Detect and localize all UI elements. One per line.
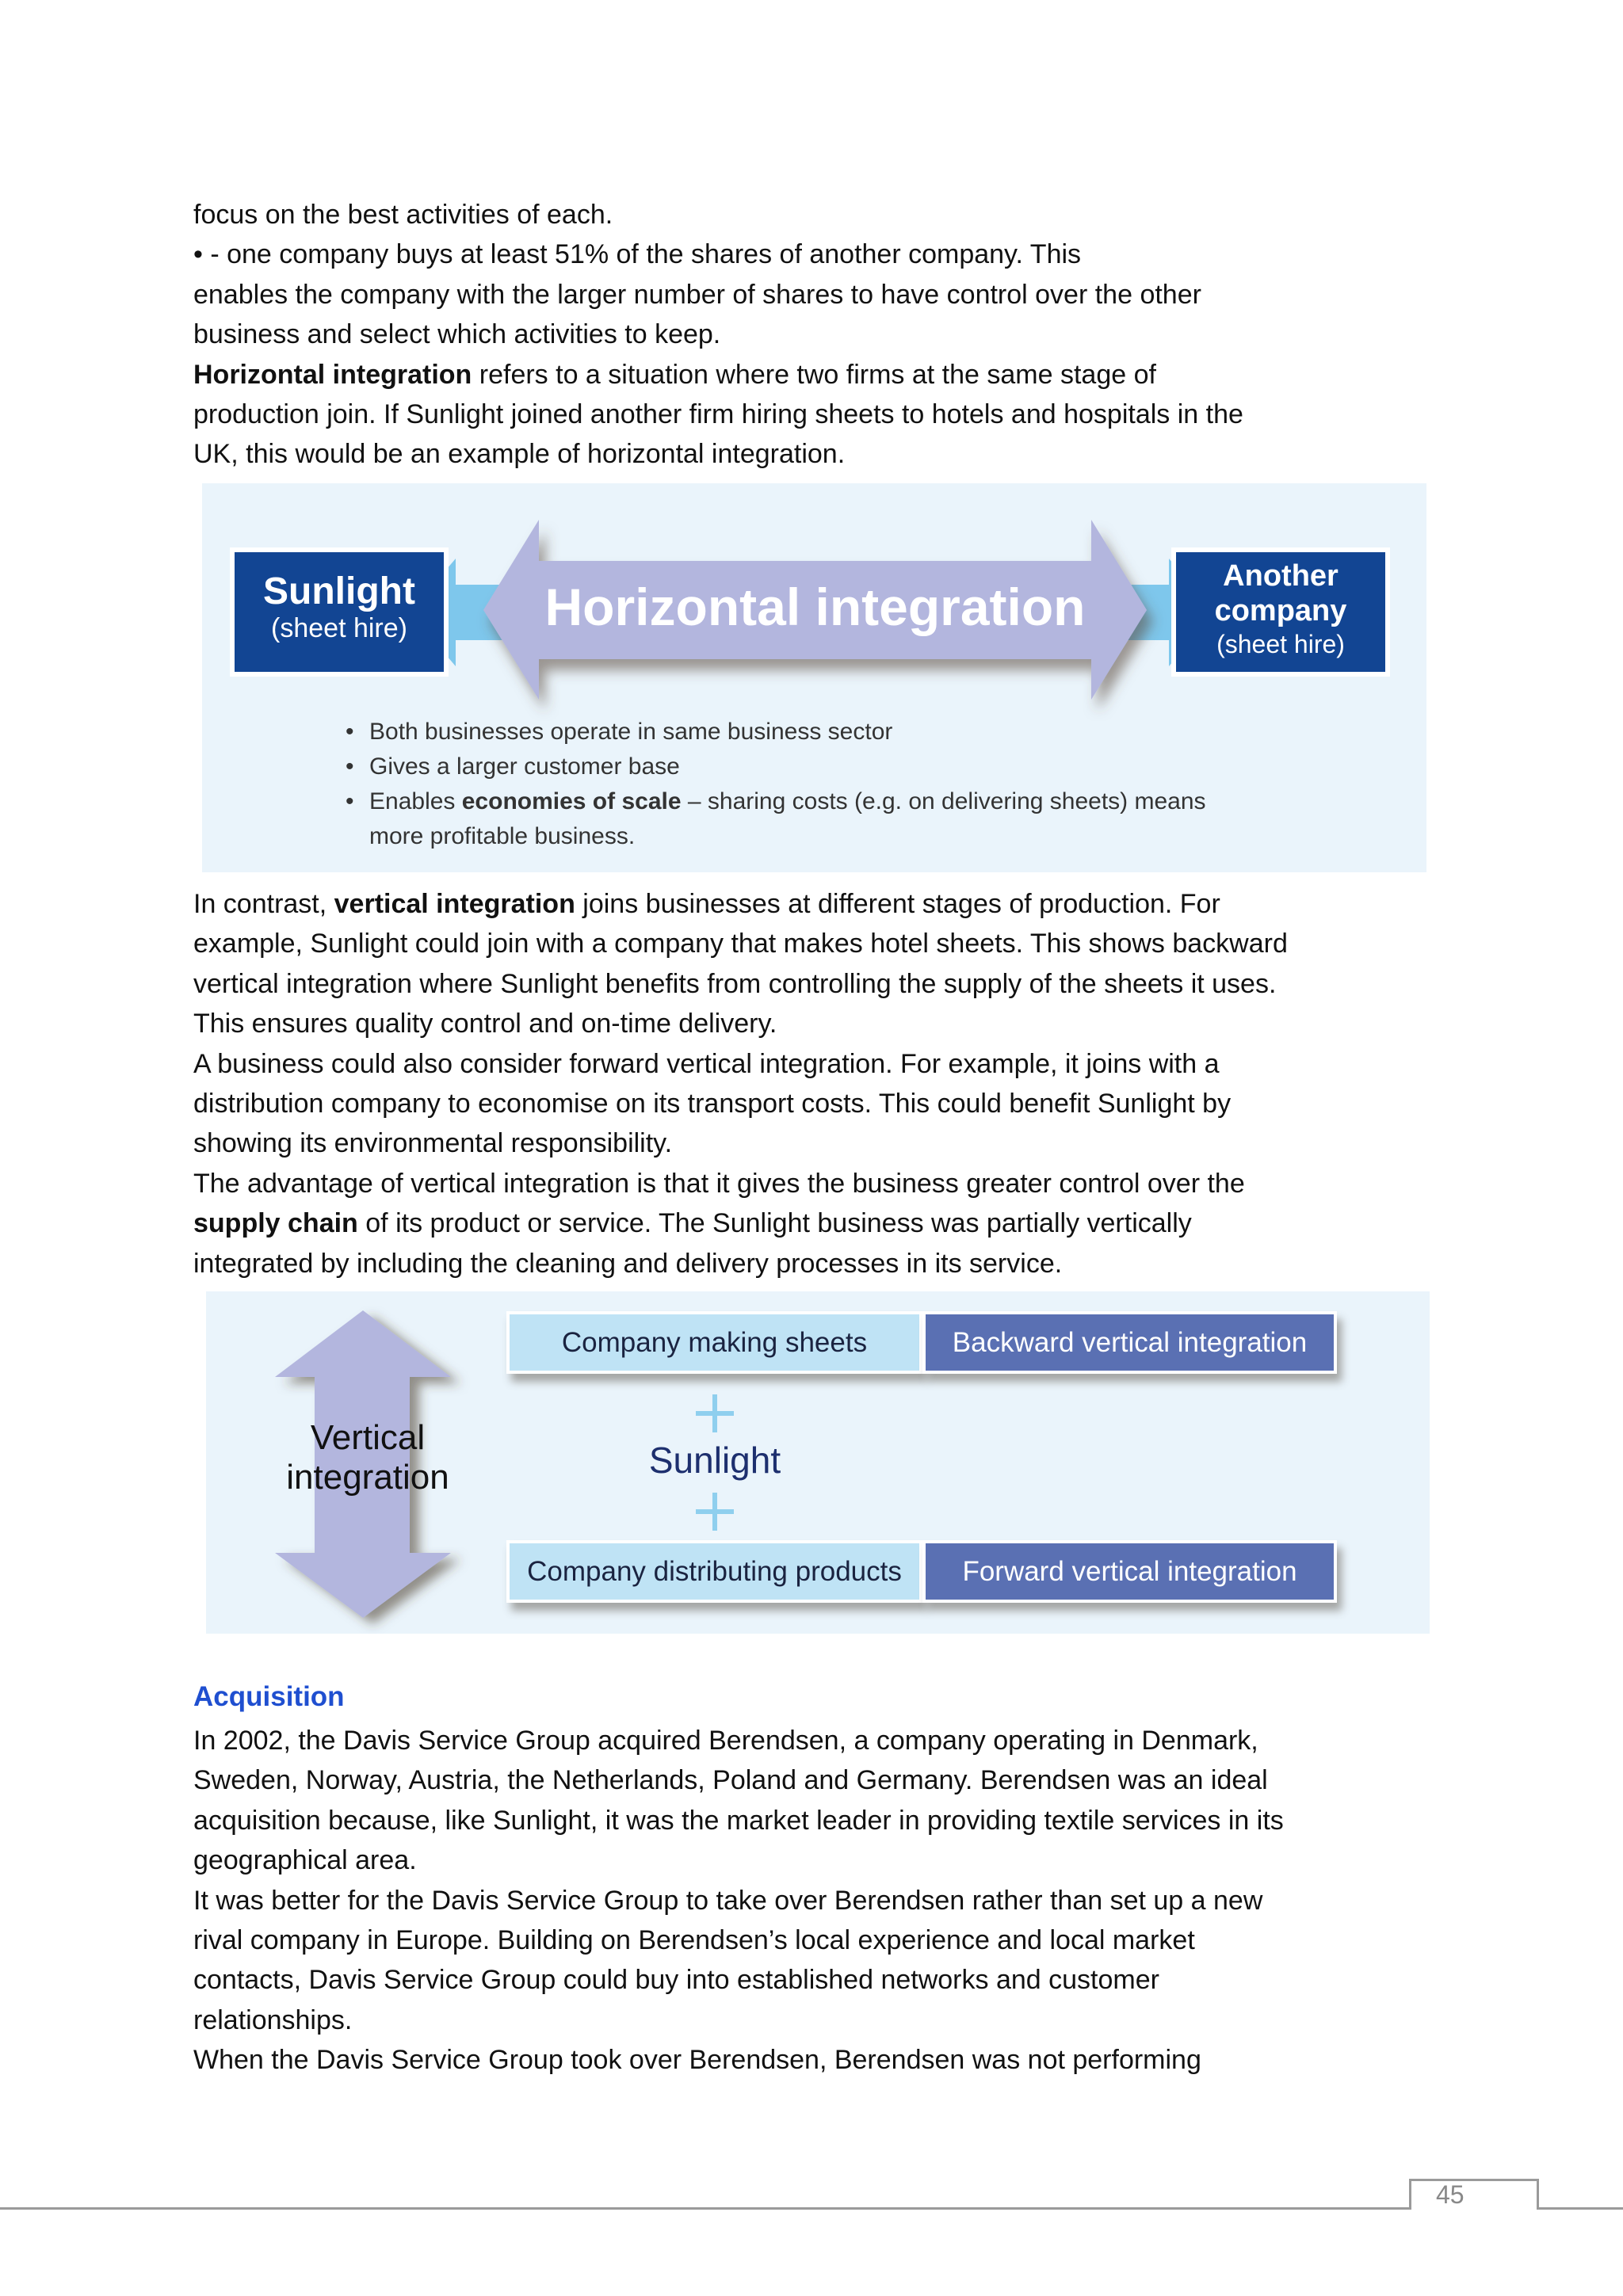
text-segment: of its product or service. The Sunlight business was partially vertically xyxy=(357,1208,1192,1239)
text-line xyxy=(193,434,1243,474)
sunlight-center-label: Sunlight xyxy=(648,1440,781,1481)
text-line xyxy=(193,395,1243,434)
footer-rule-left xyxy=(0,2207,1411,2210)
text-line xyxy=(193,235,1243,274)
text-line xyxy=(193,2000,1284,2040)
text-line xyxy=(193,315,1243,354)
text-segment: joins businesses at different stages of production. For xyxy=(575,889,1220,919)
page-number-tab xyxy=(1409,2179,1539,2210)
another-company-title-1: Another xyxy=(1223,559,1338,593)
text-segment: focus on the best activities of each. xyxy=(193,200,613,230)
text-segment: • - one company buys at least 51% of the shares of another company. This xyxy=(193,239,1082,270)
company-distributing-products-box: Company distributing products xyxy=(506,1540,922,1603)
acquisition-heading: Acquisition xyxy=(193,1681,345,1712)
text-line xyxy=(193,1960,1284,2000)
paragraph-block-1 xyxy=(193,195,1243,475)
text-line xyxy=(193,1721,1284,1760)
backward-vertical-integration-box: Backward vertical integration xyxy=(922,1311,1337,1374)
text-segment: Gives a larger customer base xyxy=(369,753,680,780)
bullet-item xyxy=(346,784,1206,819)
bullet-item xyxy=(346,715,1206,749)
bullet-item xyxy=(346,819,1206,854)
text-line xyxy=(193,964,1288,1004)
paragraph-block-2 xyxy=(193,884,1288,1283)
text-segment: geographical area. xyxy=(193,1845,417,1876)
bold-term: Horizontal integration xyxy=(193,359,472,390)
text-segment: UK, this would be an example of horizontal integration. xyxy=(193,439,846,470)
another-company-title-2: company xyxy=(1214,594,1347,627)
sunlight-title: Sunlight xyxy=(263,570,415,612)
text-segment: The advantage of vertical integration is that it gives the business greater control over the xyxy=(193,1168,1245,1199)
page-number: 45 xyxy=(1436,2180,1465,2209)
text-line xyxy=(193,1760,1284,1800)
text-segment: business and select which activities to keep. xyxy=(193,319,721,350)
text-segment: acquisition because, like Sunlight, it was the market leader in providing textile services in its xyxy=(193,1805,1284,1836)
text-line xyxy=(193,1881,1284,1920)
text-line xyxy=(193,275,1243,315)
paragraph-block-3 xyxy=(193,1721,1284,2081)
text-segment: This ensures quality control and on-time delivery. xyxy=(193,1009,777,1039)
company-making-sheets-box: Company making sheets xyxy=(506,1311,922,1374)
text-segment: refers to a situation where two firms at the same stage of xyxy=(472,359,1156,390)
text-segment: more profitable business. xyxy=(369,823,636,849)
text-segment: distribution company to economise on its transport costs. This could benefit Sunlight by xyxy=(193,1088,1232,1119)
bullet-icon: • xyxy=(346,753,354,780)
text-line xyxy=(193,1244,1288,1283)
text-segment: Sweden, Norway, Austria, the Netherlands, Poland and Germany. Berendsen was an ideal xyxy=(193,1765,1268,1796)
horizontal-integration-label: Horizontal integration xyxy=(544,578,1086,636)
text-line xyxy=(193,884,1288,924)
text-segment: In 2002, the Davis Service Group acquired Berendsen, a company operating in Denmark, xyxy=(193,1726,1258,1756)
vertical-label-line-1: Vertical xyxy=(310,1418,426,1457)
text-segment: enables the company with the larger number of shares to have control over the other xyxy=(193,279,1201,310)
text-segment: It was better for the Davis Service Group to take over Berendsen rather than set up a new xyxy=(193,1885,1263,1916)
text-line xyxy=(193,195,1243,235)
text-segment: When the Davis Service Group took over Berendsen, Berendsen was not performing xyxy=(193,2045,1201,2076)
bullet-item xyxy=(346,749,1206,784)
footer-rule-right xyxy=(1534,2207,1623,2210)
bold-term: supply chain xyxy=(193,1208,358,1239)
text-line xyxy=(193,1203,1288,1243)
horizontal-integration-diagram xyxy=(202,483,1426,872)
text-line xyxy=(193,1044,1288,1084)
text-line xyxy=(193,924,1288,963)
text-segment: rival company in Europe. Building on Berendsen’s local experience and local market xyxy=(193,1924,1195,1955)
text-line xyxy=(193,355,1243,395)
text-segment: – sharing costs (e.g. on delivering sheets) means xyxy=(681,788,1206,814)
text-line xyxy=(193,1801,1284,1840)
text-line xyxy=(193,1164,1288,1203)
vertical-integration-diagram xyxy=(206,1291,1430,1634)
text-line xyxy=(193,1840,1284,1880)
text-segment: Enables xyxy=(369,788,462,814)
another-company-box xyxy=(1176,552,1385,672)
vertical-integration-label xyxy=(265,1418,471,1497)
text-segment: In contrast, xyxy=(193,889,334,919)
bullet-icon: • xyxy=(346,719,354,745)
text-segment: production join. If Sunlight joined another firm hiring sheets to hotels and hospitals in the xyxy=(193,399,1243,429)
horizontal-benefits-list xyxy=(346,715,1206,854)
text-line xyxy=(193,2040,1284,2080)
text-line xyxy=(193,1004,1288,1043)
sunlight-subtitle: (sheet hire) xyxy=(271,613,407,643)
forward-vertical-integration-box: Forward vertical integration xyxy=(922,1540,1337,1603)
text-line xyxy=(193,1920,1284,1960)
bullet-icon: • xyxy=(346,788,354,814)
text-segment: showing its environmental responsibility. xyxy=(193,1128,673,1159)
text-segment: integrated by including the cleaning and delivery processes in its service. xyxy=(193,1248,1063,1279)
text-segment: contacts, Davis Service Group could buy into established networks and customer xyxy=(193,1965,1159,1996)
text-line xyxy=(193,1084,1288,1123)
vertical-label-line-2: integration xyxy=(286,1458,449,1497)
text-segment: A business could also consider forward vertical integration. For example, it joins with a xyxy=(193,1048,1220,1079)
bold-term: economies of scale xyxy=(461,788,682,814)
sunlight-box xyxy=(235,552,444,672)
text-segment: Both businesses operate in same business sector xyxy=(369,719,893,745)
bold-term: vertical integration xyxy=(334,889,575,919)
text-segment: example, Sunlight could join with a company that makes hotel sheets. This shows backward xyxy=(193,929,1288,959)
text-segment: relationships. xyxy=(193,2004,353,2035)
another-company-subtitle: (sheet hire) xyxy=(1216,630,1345,658)
text-segment: vertical integration where Sunlight benefits from controlling the supply of the sheets it uses. xyxy=(193,968,1277,999)
text-line xyxy=(193,1123,1288,1163)
